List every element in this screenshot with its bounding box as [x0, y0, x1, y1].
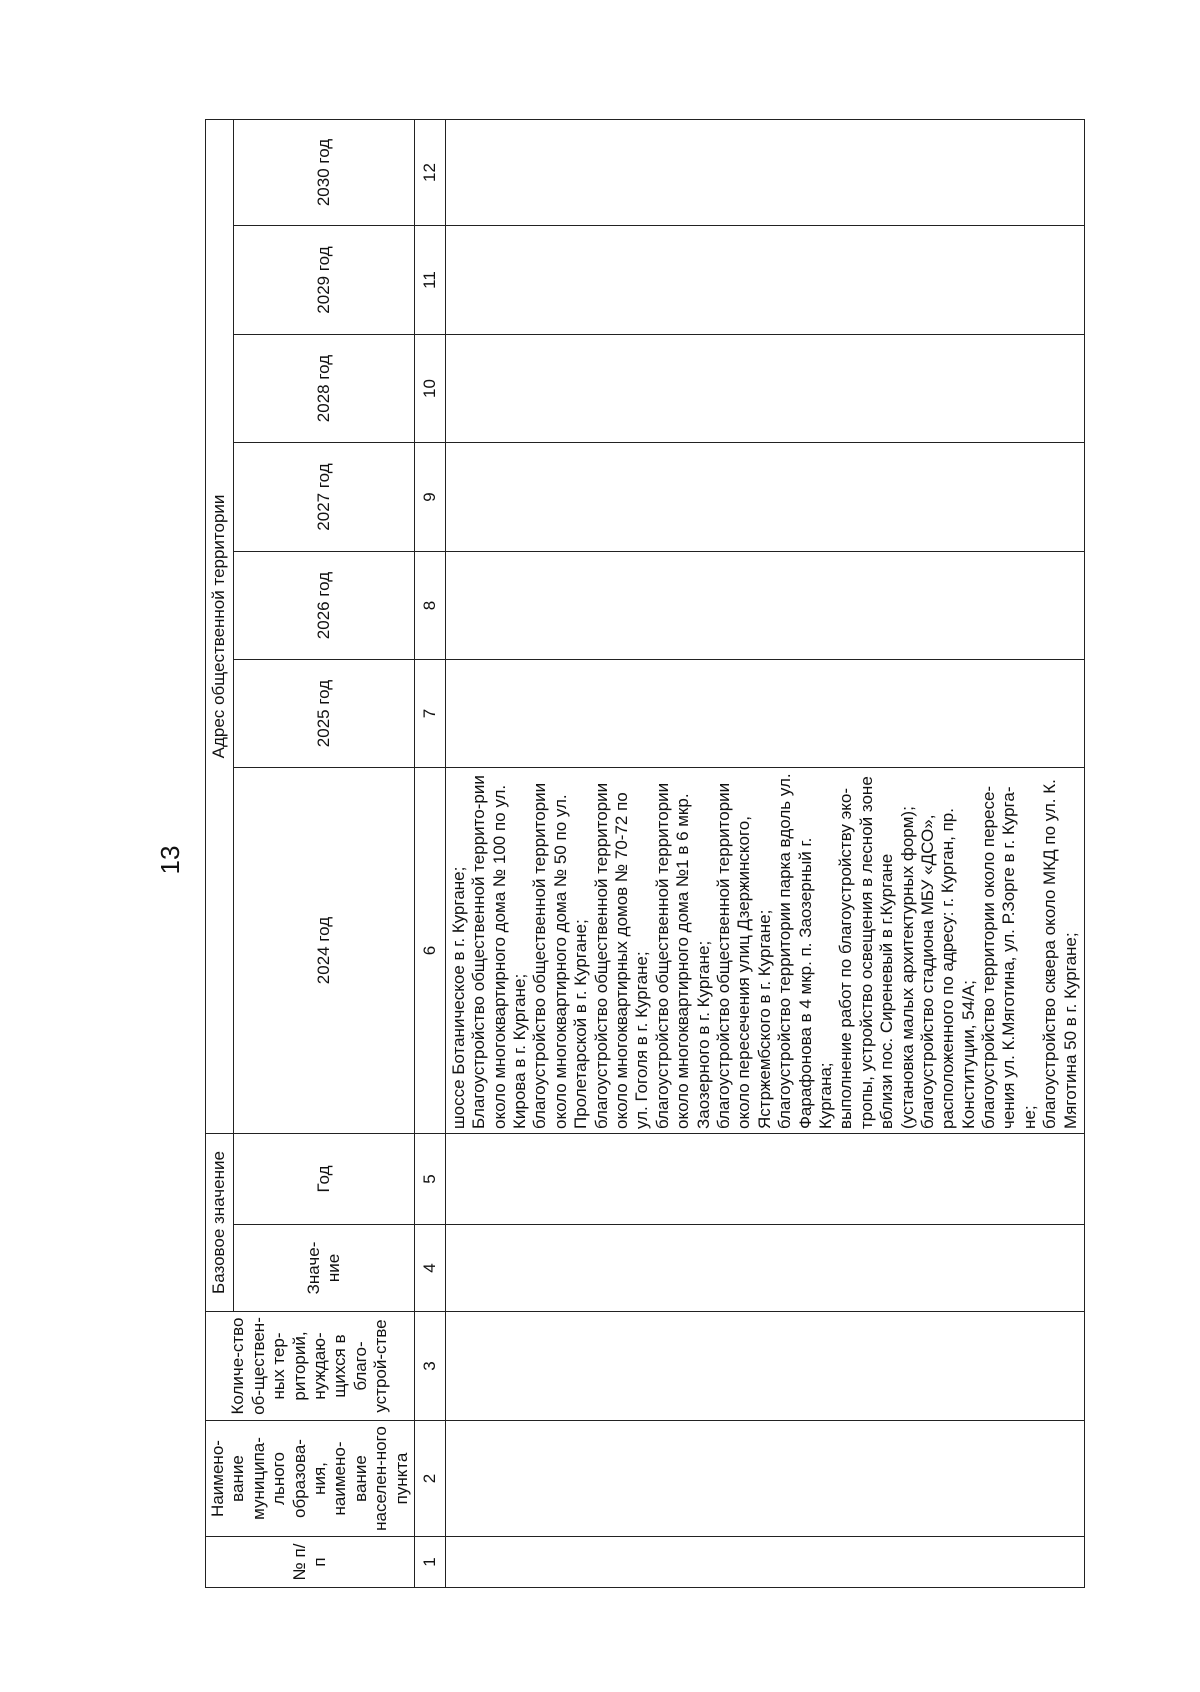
- header-municipality: Наимено-вание муниципа-льного образова-ния, наимено-вание населен-ного пункта: [206, 1421, 415, 1537]
- rotated-table-wrapper: [205, 120, 1200, 1588]
- address-item: благоустройство общественной территории около многоквартирного дома №1 в 6 мкр. Заозерного в г. Кургане;: [652, 782, 713, 1129]
- table-row: [445, 119, 1084, 1587]
- cell-no: [445, 1537, 1084, 1588]
- column-number: 7: [414, 660, 445, 768]
- column-number-row: [414, 119, 445, 1587]
- header-year-2025: 2025 год: [233, 660, 414, 768]
- column-number: 3: [414, 1312, 445, 1421]
- address-item: благоустройство территории парка вдоль ул. Фарафонова в 4 мкр. п. Заозерный г. Кургана;: [775, 773, 835, 1129]
- cell-territory-count: [445, 1312, 1084, 1421]
- header-year-2026: 2026 год: [233, 552, 414, 660]
- header-year-2029: 2029 год: [233, 226, 414, 335]
- header-territory-count: Количе-ство об-ществен-ных тер-риторий, нуждаю-щихся в благо-устрой-стве: [206, 1312, 415, 1421]
- cell-2025: [445, 660, 1084, 768]
- column-number: 2: [414, 1421, 445, 1537]
- cell-2028: [445, 335, 1084, 443]
- cell-2027: [445, 443, 1084, 552]
- address-item: благоустройство общественной территории около многоквартирного дома № 50 по ул. Пролетарской в г. Кургане;: [530, 782, 591, 1129]
- cell-municipality: [445, 1421, 1084, 1537]
- header-year-2028: 2028 год: [233, 335, 414, 443]
- column-number: 9: [414, 443, 445, 552]
- header-address: Адрес общественной территории: [206, 119, 234, 1133]
- header-year-2024: 2024 год: [233, 768, 414, 1134]
- column-number: 10: [414, 335, 445, 443]
- address-item: благоустройство территории около пересе-чения ул. К.Мяготина, ул. Р.Зорге в г. Курга-не;: [979, 785, 1039, 1129]
- header-base-value-value: Значе-ние: [233, 1225, 414, 1312]
- address-item: выполнение работ по благоустройству эко-тропы, устройство освещения в лесной зоне вблизи пос. Сиреневый в г.Кургане (установка малых архитектурных форм); благоустройство стадиона МБУ «ДСО», расположенного по адресу: г. Курган, пр. Конституции, 54/А;: [836, 776, 978, 1129]
- cell-2029: [445, 226, 1084, 335]
- cell-2030: [445, 119, 1084, 225]
- header-row-1: [206, 119, 234, 1587]
- header-no: № п/п: [206, 1537, 415, 1588]
- address-item: благоустройство сквера около МКД по ул. К. Мяготина 50 в г. Кургане;: [1040, 779, 1080, 1129]
- column-number: 8: [414, 552, 445, 660]
- column-number: 4: [414, 1225, 445, 1312]
- cell-base-value: [445, 1225, 1084, 1312]
- page-number: 13: [155, 845, 185, 875]
- address-table: [205, 119, 1085, 1588]
- cell-addresses-2024: [445, 768, 1084, 1134]
- column-number: 6: [414, 768, 445, 1134]
- column-number: 12: [414, 119, 445, 225]
- header-base-value-year: Год: [233, 1134, 414, 1225]
- header-base-value: Базовое значение: [206, 1134, 234, 1312]
- cell-base-year: [445, 1134, 1084, 1225]
- cell-2026: [445, 552, 1084, 660]
- column-number: 1: [414, 1537, 445, 1588]
- header-year-2030: 2030 год: [233, 119, 414, 225]
- header-year-2027: 2027 год: [233, 443, 414, 552]
- address-item: шоссе Ботаническое в г. Кургане;: [448, 866, 468, 1129]
- column-number: 5: [414, 1134, 445, 1225]
- column-number: 11: [414, 226, 445, 335]
- address-item: благоустройство общественной территории около пересечения улиц Дзержинского, Ястржембского в г. Кургане;: [713, 782, 774, 1129]
- address-item: благоустройство общественной территории около многоквартирных домов № 70-72 по ул. Гоголя в г. Кургане;: [591, 782, 652, 1129]
- address-item: Благоустройство общественной террито-рии около многоквартирного дома № 100 по ул. Кирова в г. Кургане;: [469, 775, 530, 1129]
